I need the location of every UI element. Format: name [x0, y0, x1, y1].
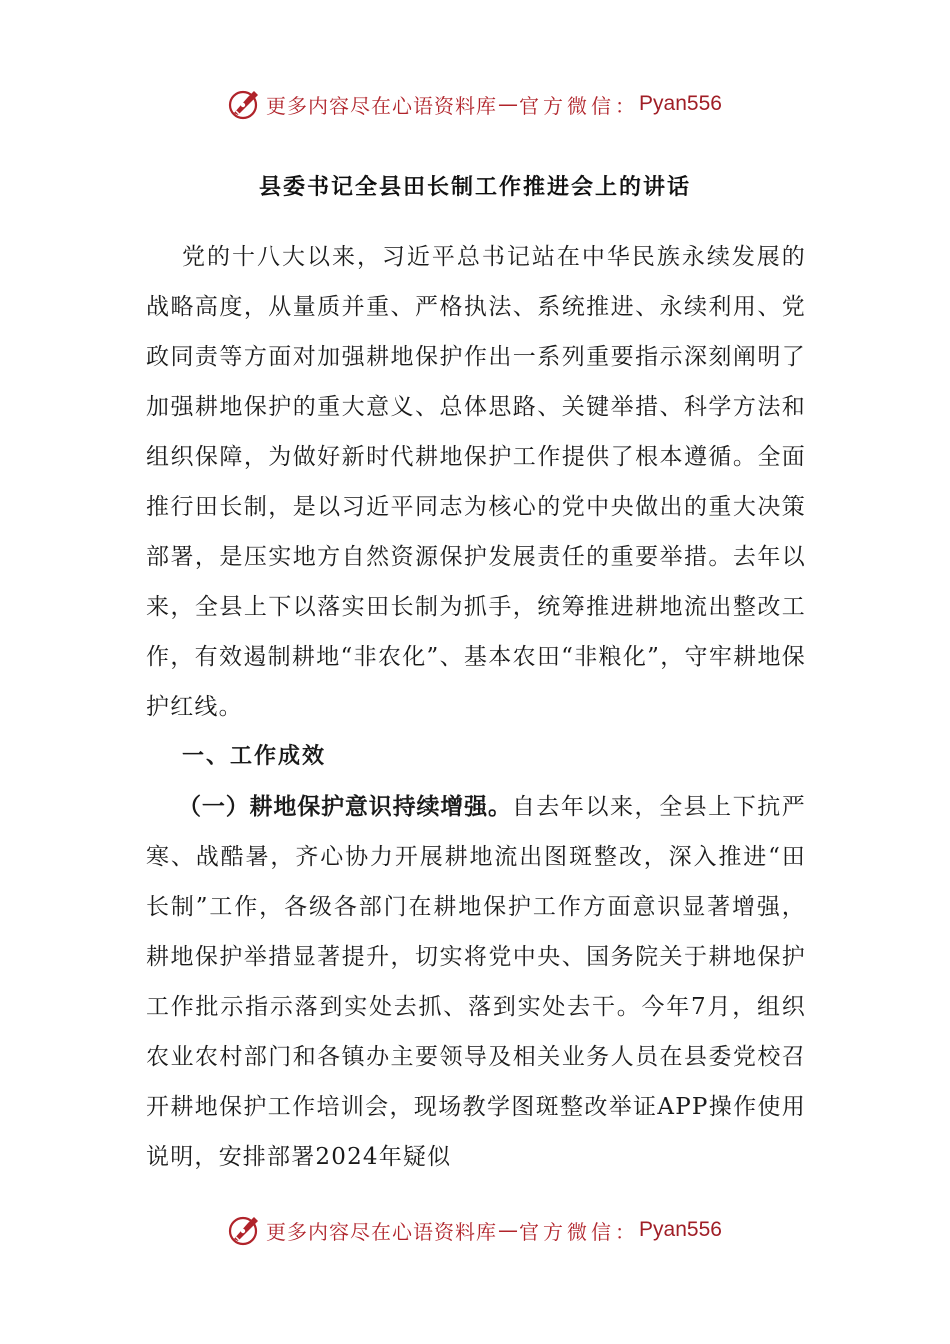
banner-wechat-label: 官方微信： — [519, 93, 640, 118]
banner-wechat-id: Pyan556 — [639, 92, 722, 115]
banner-text: 更多内容尽在心语资料库 — [266, 93, 498, 118]
subsection-lead: （一）耕地保护意识持续增强。 — [178, 794, 512, 820]
section-heading: 一、工作成效 — [182, 744, 327, 769]
pen-nib-logo-icon — [228, 1213, 262, 1247]
subsection-paragraph — [146, 782, 806, 1182]
banner-separator: — — [498, 1218, 519, 1242]
banner-wechat-label: 官方微信： — [519, 1219, 640, 1244]
subsection-body: 自去年以来，全县上下抗严寒、战酷暑，齐心协力开展耕地流出图斑整改，深入推进“田长制”工作，各级各部门在耕地保护工作方面意识显著增强，耕地保护举措显著提升，切实将党中央、国务院关于耕地保护工作批示指示落到实处去抓、落到实处去干。今年7月，组织农业农村部门和各镇办主要领导及相关业务人员在县委党校召开耕地保护工作培训会，现场教学图斑整改举证APP操作使用说明，安排部署2024年疑似 — [146, 794, 806, 1170]
banner-text: 更多内容尽在心语资料库 — [266, 1219, 498, 1244]
footer-banner — [0, 1208, 950, 1252]
banner-wechat-id: Pyan556 — [639, 1218, 722, 1241]
header-banner — [0, 82, 950, 126]
banner-separator: — — [498, 92, 519, 116]
pen-nib-logo-icon — [228, 87, 262, 121]
intro-paragraph: 党的十八大以来，习近平总书记站在中华民族永续发展的战略高度，从量质并重、严格执法、系统推进、永续利用、党政同责等方面对加强耕地保护作出一系列重要指示深刻阐明了加强耕地保护的重大意义、总体思路、关键举措、科学方法和组织保障，为做好新时代耕地保护工作提供了根本遵循。全面推行田长制，是以习近平同志为核心的党中央做出的重大决策部署，是压实地方自然资源保护发展责任的重要举措。去年以来，全县上下以落实田长制为抓手，统筹推进耕地流出整改工作，有效遏制耕地“非农化”、基本农田“非粮化”，守牢耕地保护红线。 — [146, 244, 806, 720]
document-title: 县委书记全县田长制工作推进会上的讲话 — [258, 175, 691, 200]
